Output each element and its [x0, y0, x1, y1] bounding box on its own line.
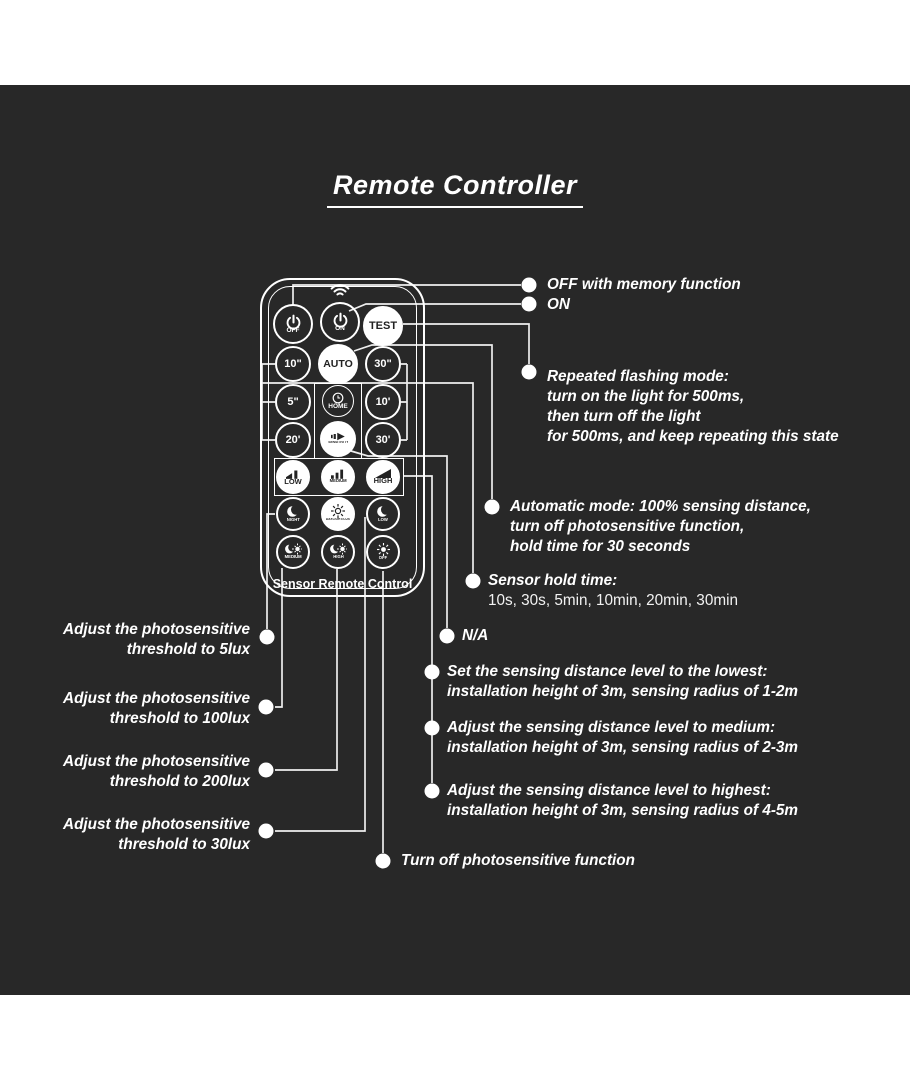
button-label: TEST	[368, 319, 398, 332]
annotation-on: ON	[547, 296, 570, 313]
button-label: NIGHT	[286, 517, 300, 522]
button-test	[363, 306, 403, 346]
button-5s	[275, 384, 311, 420]
button-label: 30"	[374, 357, 392, 370]
connector-dot	[425, 665, 440, 680]
wifi-icon	[326, 281, 354, 298]
connector-dot	[376, 854, 391, 869]
button-photo-night	[276, 497, 310, 531]
button-label: AUTO	[323, 357, 353, 370]
annotation-na: N/A	[462, 627, 489, 644]
button-distance-high	[366, 460, 400, 494]
annotation-lux100: Adjust the photosensitive threshold to 100lux	[63, 690, 250, 727]
page-title-text: Remote Controller	[327, 170, 583, 208]
annotation-hold-time: Sensor hold time: 10s, 30s, 5min, 10min, 20min, 30min	[488, 572, 738, 609]
annotation-dist-medium: Adjust the sensing distance level to medium: installation height of 3m, sensing radius of 2-3m	[447, 719, 799, 756]
wire-photo-high	[275, 569, 337, 770]
button-auto	[318, 344, 358, 384]
button-30m	[365, 422, 401, 458]
button-photo-medium	[276, 535, 310, 569]
button-10m	[365, 384, 401, 420]
button-off	[273, 304, 313, 344]
annotation-lux30: Adjust the photosensitive threshold to 30lux	[63, 816, 250, 853]
button-photo-high	[321, 535, 355, 569]
connector-dot	[522, 365, 537, 380]
button-photo-low	[366, 497, 400, 531]
button-photo-off	[366, 535, 400, 569]
connector-dot	[485, 500, 500, 515]
remote-footer-label: Sensor Remote Control	[272, 577, 413, 591]
clock-icon	[332, 392, 344, 404]
annotation-automatic: Automatic mode: 100% sensing distance, turn off photosensitive function, hold time for 30 seconds	[510, 498, 811, 555]
connector-dot	[260, 630, 275, 645]
annotation-off-memory: OFF with memory function	[547, 276, 741, 293]
button-10s	[275, 346, 311, 382]
connector-dot	[522, 297, 537, 312]
connector-dot	[259, 763, 274, 778]
button-label: 10'	[375, 395, 391, 408]
sun-icon	[377, 543, 390, 556]
button-label: OFF	[378, 555, 388, 560]
connector-dot	[259, 824, 274, 839]
connector-dot	[466, 574, 481, 589]
annotation-lux5: Adjust the photosensitive threshold to 5lux	[63, 621, 250, 658]
sun-icon	[331, 504, 345, 518]
annotation-lux200: Adjust the photosensitive threshold to 200lux	[63, 753, 250, 790]
moon-icon	[377, 505, 390, 518]
connector-dot	[259, 700, 274, 715]
button-label: LOW	[284, 476, 302, 486]
button-label: ON	[335, 324, 345, 332]
button-30s	[365, 346, 401, 382]
annotation-dist-highest: Adjust the sensing distance level to highest: installation height of 3m, sensing radius of 4-5m	[447, 782, 799, 819]
connector-dot	[440, 629, 455, 644]
button-label: LOW	[378, 517, 388, 522]
button-label: DAYLIGHT/LUX	[325, 518, 351, 522]
button-label: OFF	[286, 326, 300, 334]
annotation-flashing: Repeated flashing mode: turn on the light for 500ms, then turn off the light for 500ms, and keep repeating this state	[547, 368, 839, 445]
button-label: 30'	[375, 433, 391, 446]
button-on	[320, 302, 360, 342]
annotation-photo-off: Turn off photosensitive function	[401, 852, 635, 869]
annotation-dist-lowest: Set the sensing distance level to the lowest: installation height of 3m, sensing radius of 1-2m	[447, 663, 799, 700]
connector-dot	[425, 784, 440, 799]
moon-sun-icon	[285, 543, 302, 555]
button-photo-daylight	[321, 497, 355, 531]
button-label: HOME	[328, 402, 348, 410]
button-distance-medium	[321, 460, 355, 494]
button-label: 10"	[284, 357, 302, 370]
signal-medium-icon	[331, 469, 345, 479]
moon-sun-icon	[330, 543, 347, 555]
connector-dot	[425, 721, 440, 736]
button-label: MEDIUM	[329, 479, 347, 484]
connector-dot	[522, 278, 537, 293]
button-label: HIGH	[373, 476, 393, 486]
button-label: 20'	[285, 433, 301, 446]
button-20m	[275, 422, 311, 458]
fast-forward-icon	[331, 432, 346, 441]
button-home	[322, 385, 354, 417]
button-label: 5"	[287, 395, 299, 408]
button-distance-low	[276, 460, 310, 494]
button-label: MEDIUM	[284, 555, 302, 560]
button-label: HIGH	[332, 555, 344, 560]
moon-icon	[287, 505, 300, 518]
button-sensitivity	[320, 421, 356, 457]
button-label: SENSITIVITY	[327, 440, 349, 444]
